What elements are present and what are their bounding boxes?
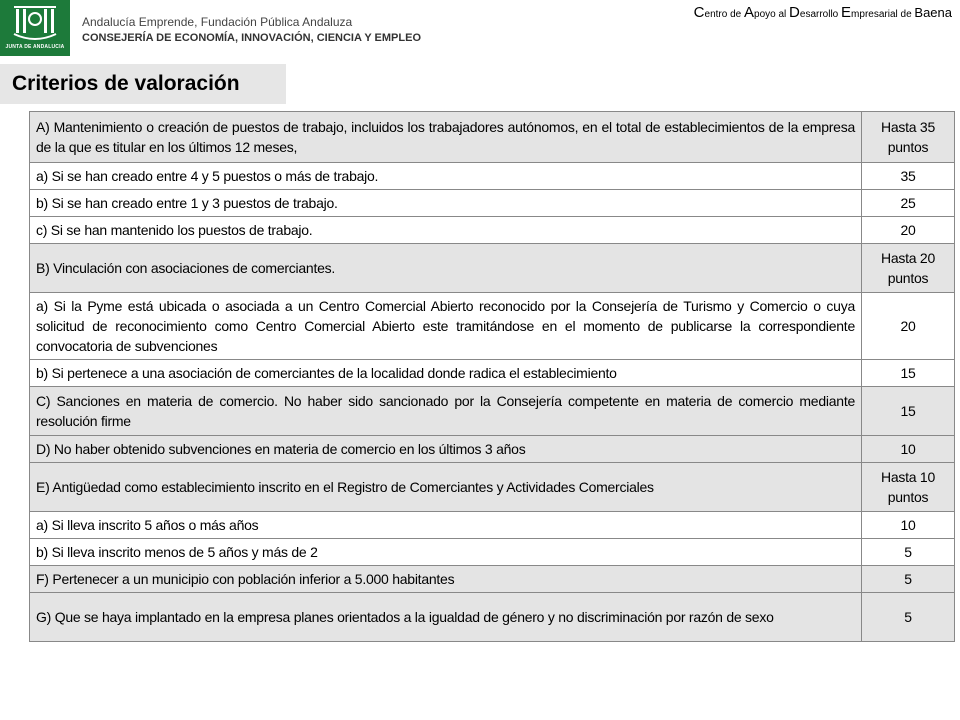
table-row — [30, 163, 955, 190]
center-title-word: mpresarial de — [851, 9, 915, 20]
criterion-description: F) Pertenecer a un municipio con población inferior a 5.000 habitantes — [30, 566, 862, 593]
center-title-word: poyo al — [754, 9, 790, 20]
criterion-points: Hasta 10 puntos — [862, 463, 955, 512]
table-row — [30, 112, 955, 163]
criterion-points: 5 — [862, 593, 955, 642]
center-title-initial: E — [841, 4, 852, 21]
center-title-word: esarrollo — [799, 9, 842, 20]
criterion-points: 10 — [862, 436, 955, 463]
org-name: Andalucía Emprende, Fundación Pública Andaluza — [82, 15, 353, 29]
center-title-initial: A — [744, 4, 755, 21]
criterion-description: a) Si lleva inscrito 5 años o más años — [30, 512, 862, 539]
criterion-points: 15 — [862, 360, 955, 387]
criteria-table — [29, 111, 955, 642]
criterion-description: E) Antigüedad como establecimiento inscrito en el Registro de Comerciantes y Actividades Comerciales — [30, 463, 862, 512]
criterion-description: C) Sanciones en materia de comercio. No haber sido sancionado por la Consejería competente en materia de comercio mediante resolución firme — [30, 387, 862, 436]
section-title — [0, 64, 286, 104]
table-row — [30, 190, 955, 217]
criterion-description: G) Que se haya implantado en la empresa planes orientados a la igualdad de género y no discriminación por razón de sexo — [30, 593, 862, 642]
criterion-description: a) Si se han creado entre 4 y 5 puestos o más de trabajo. — [30, 163, 862, 190]
table-row — [30, 217, 955, 244]
table-row — [30, 566, 955, 593]
criterion-description: b) Si pertenece a una asociación de comerciantes de la localidad donde radica el establecimiento — [30, 360, 862, 387]
criterion-points: 5 — [862, 566, 955, 593]
criterion-description: a) Si la Pyme está ubicada o asociada a un Centro Comercial Abierto reconocido por la Consejería de Turismo y Comercio o cuya solicitud de reconocimiento como Centro Comercial Abierto este tramitándose en el momento de publicarse la correspondiente convocatoria de subvenciones — [30, 293, 862, 360]
criterion-description: B) Vinculación con asociaciones de comerciantes. — [30, 244, 862, 293]
table-row — [30, 387, 955, 436]
criterion-points: 25 — [862, 190, 955, 217]
table-row — [30, 539, 955, 566]
criterion-description: b) Si se han creado entre 1 y 3 puestos de trabajo. — [30, 190, 862, 217]
center-title-city: Baena — [914, 5, 952, 20]
criterion-points: 5 — [862, 539, 955, 566]
criterion-points: 20 — [862, 217, 955, 244]
section-title-text: Criterios de valoración — [12, 72, 240, 95]
center-title-word: entro de — [704, 9, 744, 20]
organization-header — [82, 15, 421, 47]
junta-logo — [0, 0, 70, 56]
table-row — [30, 593, 955, 642]
center-title — [694, 4, 952, 21]
criterion-description: b) Si lleva inscrito menos de 5 años y más de 2 — [30, 539, 862, 566]
criterion-description: c) Si se han mantenido los puestos de trabajo. — [30, 217, 862, 244]
table-row — [30, 463, 955, 512]
ministry-name: CONSEJERÍA DE ECONOMÍA, INNOVACIÓN, CIENCIA Y EMPLEO — [82, 32, 422, 44]
criterion-points: 35 — [862, 163, 955, 190]
table-row — [30, 512, 955, 539]
criterion-description: D) No haber obtenido subvenciones en materia de comercio en los últimos 3 años — [30, 436, 862, 463]
table-row — [30, 293, 955, 360]
table-row — [30, 360, 955, 387]
center-title-initial: C — [693, 4, 705, 21]
criterion-points: Hasta 20 puntos — [862, 244, 955, 293]
criterion-points: Hasta 35 puntos — [862, 112, 955, 163]
criterion-points: 15 — [862, 387, 955, 436]
table-row — [30, 244, 955, 293]
center-title-initial: D — [789, 4, 800, 21]
logo-caption: JUNTA DE ANDALUCIA — [5, 44, 65, 50]
table-row — [30, 436, 955, 463]
shield-icon — [10, 4, 60, 42]
criterion-points: 20 — [862, 293, 955, 360]
criterion-points: 10 — [862, 512, 955, 539]
criterion-description: A) Mantenimiento o creación de puestos de trabajo, incluidos los trabajadores autónomos, en el total de establecimientos de la empresa de la que es titular en los últimos 12 meses, — [30, 112, 862, 163]
